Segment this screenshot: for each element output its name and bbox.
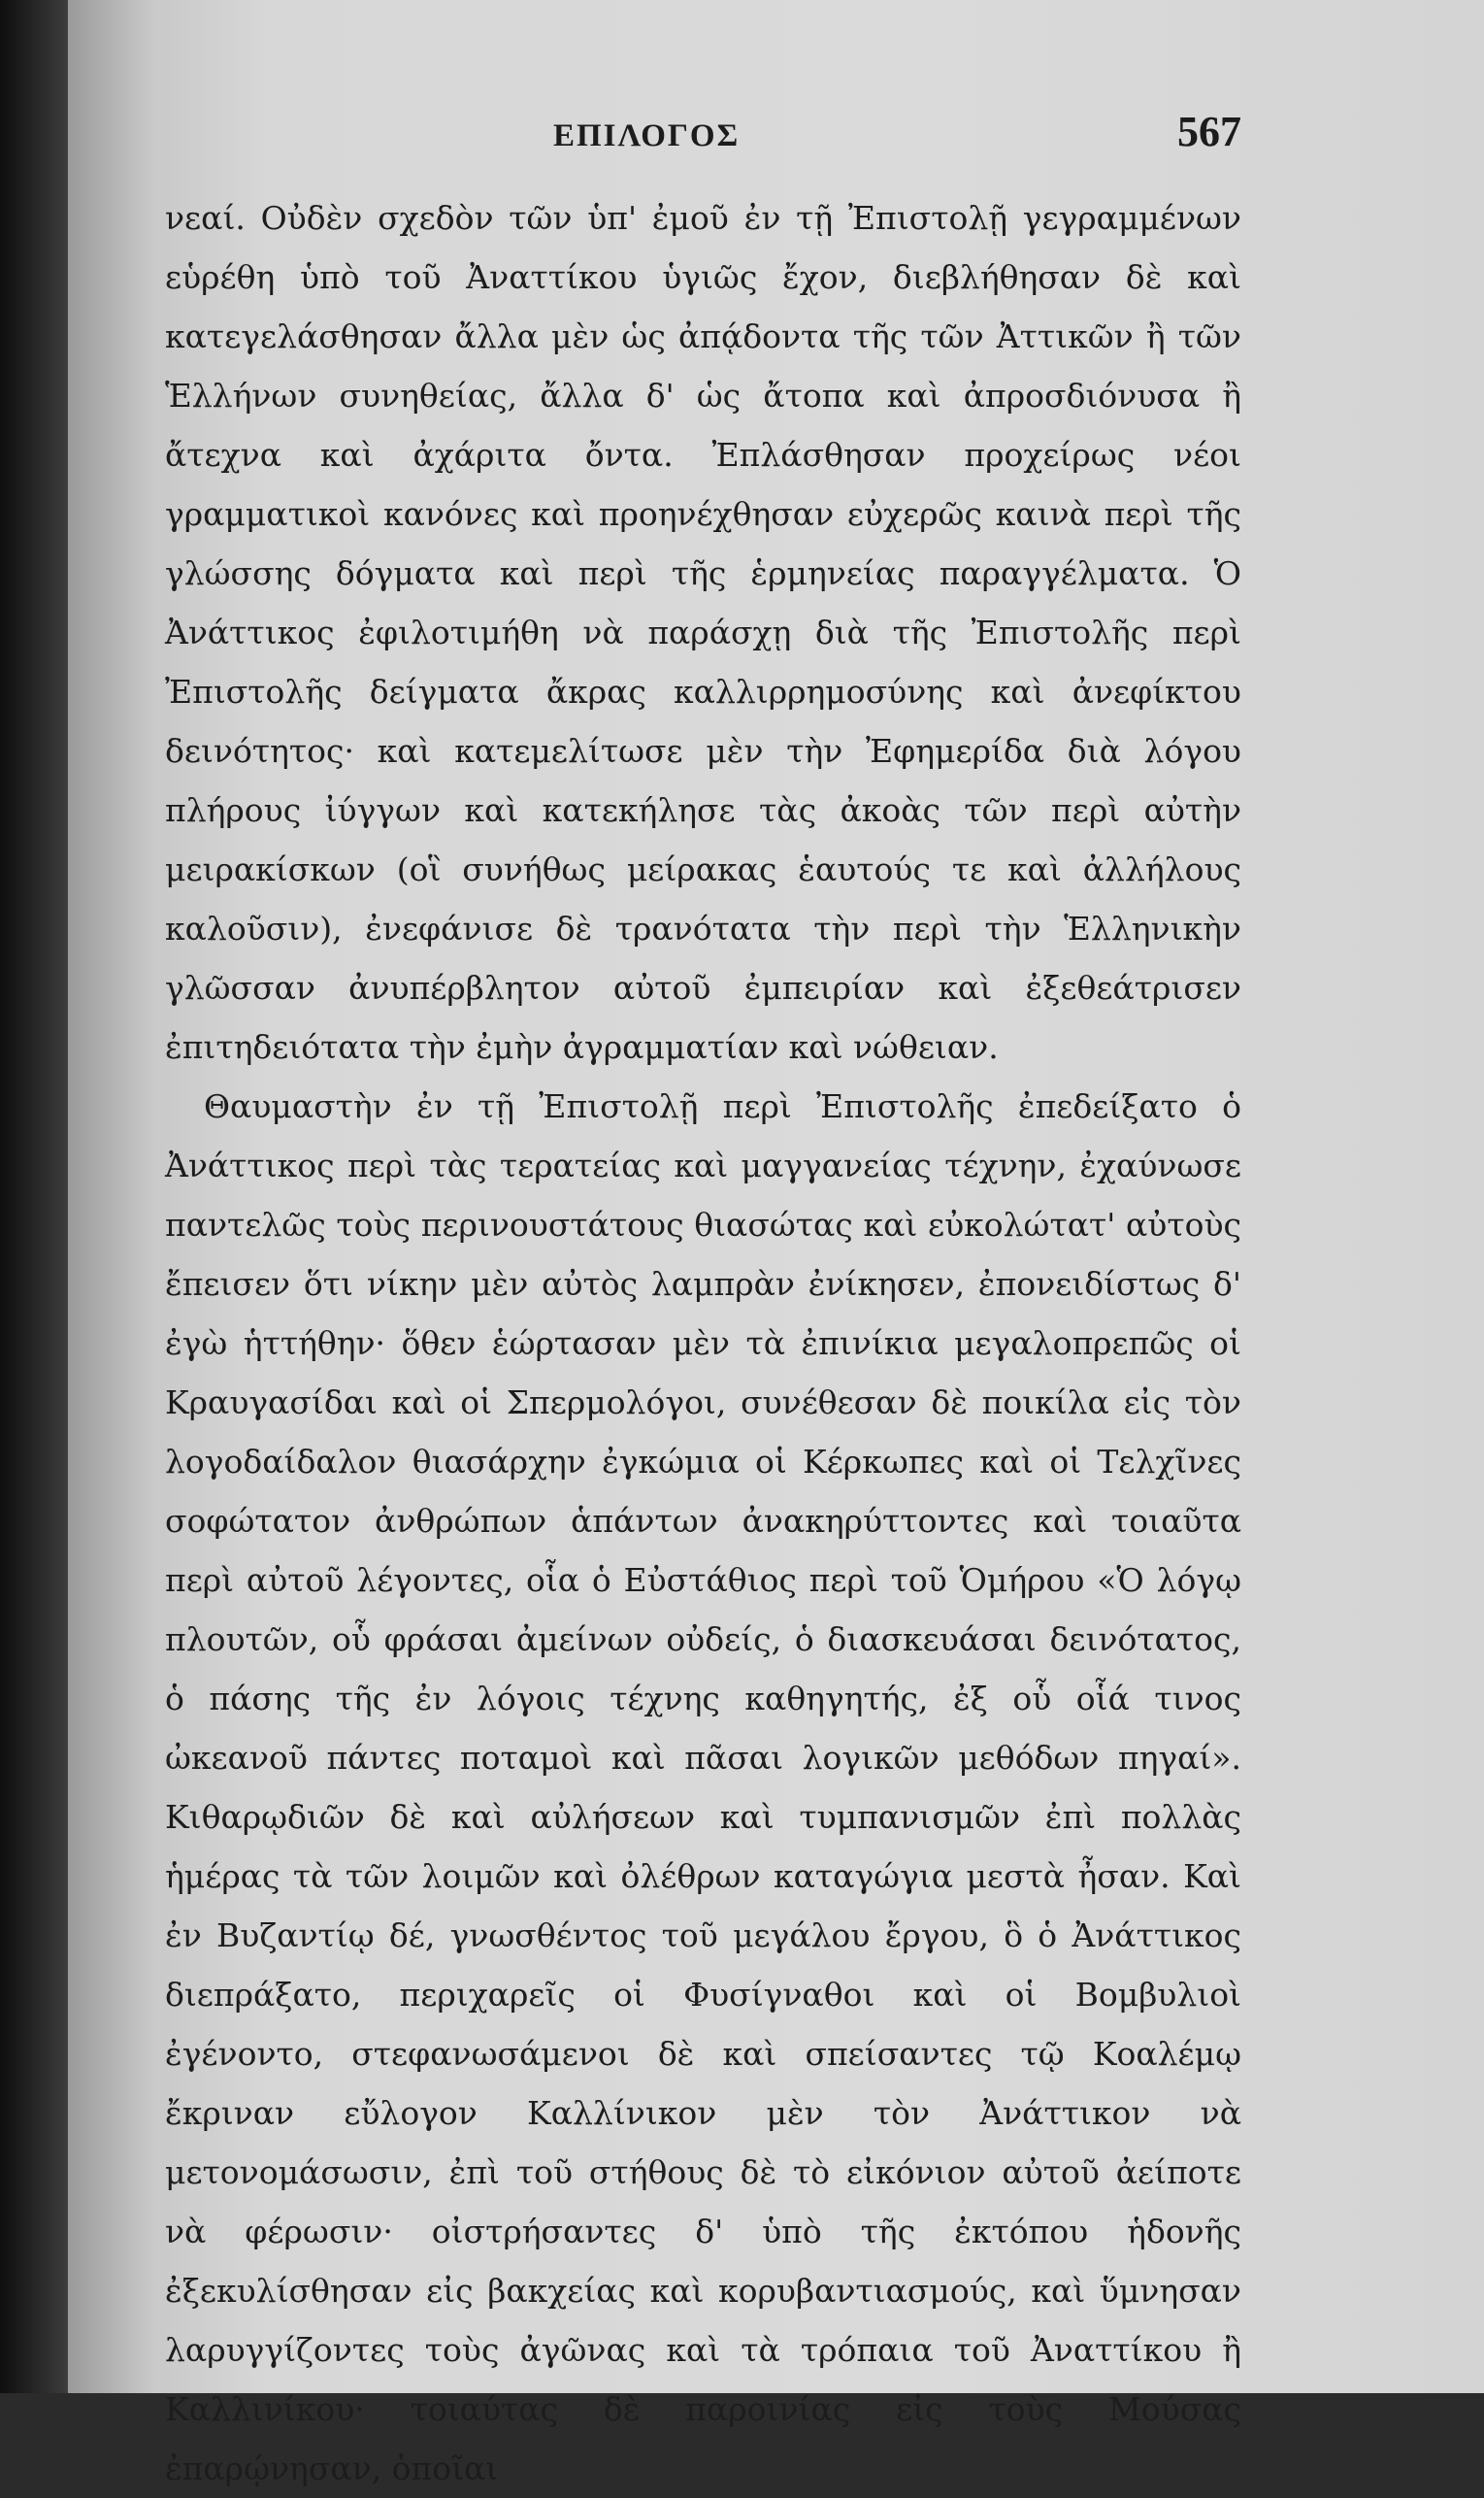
running-title: ΕΠΙΛΟΓΟΣ [553,118,741,153]
paragraph-1: νεαί. Οὐδὲν σχεδὸν τῶν ὑπ' ἐμοῦ ἐν τῇ Ἐπιστολῇ γεγραμμένων εὑρέθη ὑπὸ τοῦ Ἀναττίκου ὑγιῶς ἔχον, διεβλήθησαν δὲ καὶ κατεγελάσθησαν ἄλλα μὲν ὡς ἀπᾴδοντα τῆς τῶν Ἀττικῶν ἢ τῶν Ἑλλήνων συνηθείας, ἄλλα δ' ὡς ἄτοπα καὶ ἀπροσδιόνυσα ἢ ἄτεχνα καὶ ἀχάριτα ὄντα. Ἐπλάσθησαν προχείρως νέοι γραμματικοὶ κανόνες καὶ προηνέχθησαν εὐχερῶς καινὰ περὶ τῆς γλώσσης δόγματα καὶ περὶ τῆς ἑρμηνείας παραγγέλματα. Ὁ Ἀνάττικος ἐφιλοτιμήθη νὰ παράσχῃ διὰ τῆς Ἐπιστολῆς περὶ Ἐπιστολῆς δείγματα ἄκρας καλλιρρημοσύνης καὶ ἀνεφίκτου δεινότητος· καὶ κατεμελίτωσε μὲν τὴν Ἐφημερίδα διὰ λόγου πλήρους ἰύγγων καὶ κατεκήλησε τὰς ἀκοὰς τῶν περὶ αὐτὴν μειρακίσκων (οἳ συνήθως μείρακας ἑαυτούς τε καὶ ἀλλήλους καλοῦσιν), ἐνεφάνισε δὲ τρανότατα τὴν περὶ τὴν Ἑλληνικὴν γλῶσσαν ἀνυπέρβλητον αὐτοῦ ἐμπειρίαν καὶ ἐξεθεάτρισεν ἐπιτηδειότατα τὴν ἐμὴν ἀγραμματίαν καὶ νώθειαν. [165,199,1241,1066]
body-text [165,188,1241,2498]
paragraph-2: Θαυμαστὴν ἐν τῇ Ἐπιστολῇ περὶ Ἐπιστολῆς ἐπεδείξατο ὁ Ἀνάττικος περὶ τὰς τερατείας καὶ μαγγανείας τέχνην, ἐχαύνωσε παντελῶς τοὺς περινουστάτους θιασώτας καὶ εὐκολώτατ' αὐτοὺς ἔπεισεν ὅτι νίκην μὲν αὐτὸς λαμπρὰν ἐνίκησεν, ἐπονειδίστως δ' ἐγὼ ἡττήθην· ὅθεν ἑώρτασαν μὲν τὰ ἐπινίκια μεγαλοπρεπῶς οἱ Κραυγασίδαι καὶ οἱ Σπερμολόγοι, συνέθεσαν δὲ ποικίλα εἰς τὸν λογοδαίδαλον θιασάρχην ἐγκώμια οἱ Κέρκωπες καὶ οἱ Τελχῖνες σοφώτατον ἀνθρώπων ἁπάντων ἀνακηρύττοντες καὶ τοιαῦτα περὶ αὐτοῦ λέγοντες, οἷα ὁ Εὐστάθιος περὶ τοῦ Ὁμήρου «Ὁ λόγῳ πλουτῶν, οὗ φράσαι ἀμείνων οὐδείς, ὁ διασκευάσαι δεινότατος, ὁ πάσης τῆς ἐν λόγοις τέχνης καθηγητής, ἐξ οὗ οἷά τινος ὠκεανοῦ πάντες ποταμοὶ καὶ πᾶσαι λογικῶν μεθόδων πηγαί». Κιθαρῳδιῶν δὲ καὶ αὐλήσεων καὶ τυμπανισμῶν ἐπὶ πολλὰς ἡμέρας τὰ τῶν λοιμῶν καὶ ὀλέθρων καταγώγια μεστὰ ἦσαν. Καὶ ἐν Βυζαντίῳ δέ, γνωσθέντος τοῦ μεγάλου ἔργου, ὃ ὁ Ἀνάττικος διεπράξατο, περιχαρεῖς οἱ Φυσίγναθοι καὶ οἱ Βομβυλιοὶ ἐγένοντο, στεφανωσάμενοι δὲ καὶ σπείσαντες τῷ Κοαλέμῳ ἔκριναν εὔλογον Καλλίνικον μὲν τὸν Ἀνάττικον νὰ μετονομάσωσιν, ἐπὶ τοῦ στήθους δὲ τὸ εἰκόνιον αὐτοῦ ἀείποτε νὰ φέρωσιν· οἰστρήσαντες δ' ὑπὸ τῆς ἐκτόπου ἡδονῆς ἐξεκυλίσθησαν εἰς βακχείας καὶ κορυβαντιασμούς, καὶ ὕμνησαν λαρυγγίζοντες τοὺς ἀγῶνας καὶ τὰ τρόπαια τοῦ Ἀναττίκου ἢ Καλλινίκου· τοιαύτας δὲ παροινίας εἰς τοὺς Μούσας ἐπαρῴνησαν, ὁποῖαι [165,1087,1241,2487]
page-header [165,107,1241,175]
book-page [68,0,1484,2487]
page-number: 567 [1177,108,1241,155]
